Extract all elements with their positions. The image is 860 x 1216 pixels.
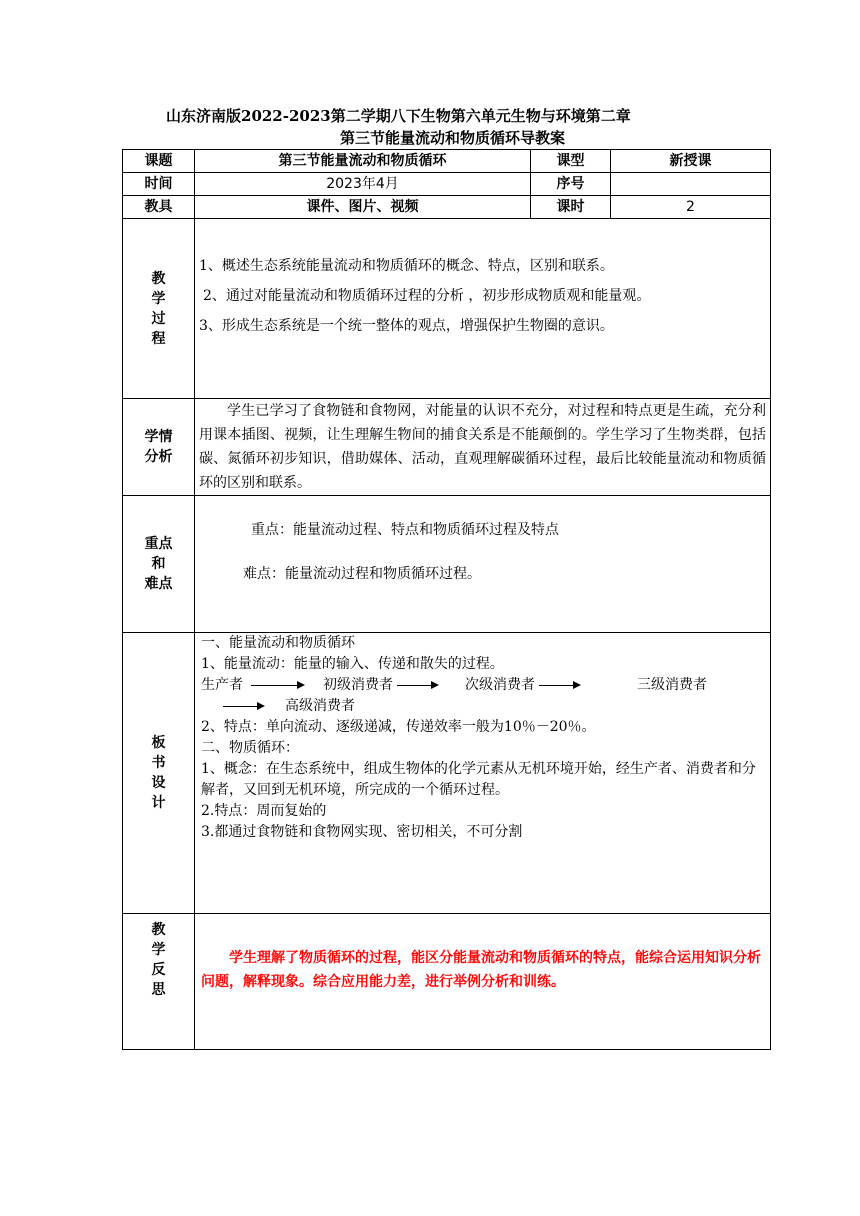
food-chain-flow-cont [201,696,764,717]
process-label-char: 学 [151,290,166,307]
row-topic [123,150,771,173]
time-label: 时间 [123,173,195,196]
arrow-right-icon [539,685,579,686]
order-value [611,173,771,196]
document-title-line2: 第三节能量流动和物质循环导教案 [340,129,566,147]
goal-item: 2、通过对能量流动和物质循环过程的分析 ，初步形成物质观和能量观。 [203,288,651,304]
matter-cycle-definition: 1、概念：在生态系统中，组成生物体的化学元素从无机环境开始，经生产者、消费者和分解者，又回到无机环境，所完成的一个循环过程。 [201,761,756,798]
topic-label: 课题 [123,150,195,173]
order-label: 序号 [531,173,611,196]
process-label-char: 教 [151,270,166,287]
key-point: 重点：能量流动过程、特点和物质循环过程及特点 [251,522,559,538]
row-board [123,633,771,914]
goal-item: 1、概述生态系统能量流动和物质循环的概念、特点，区别和联系。 [199,258,614,274]
arrow-right-icon [251,685,303,686]
row-time [123,173,771,196]
row-analysis [123,399,771,496]
analysis-paragraph: 学生已学习了食物链和食物网，对能量的认识不充分，对过程和特点更是生疏，充分利用课本插图、视频，让生理解生物间的捕食关系是不能颠倒的。学生学习了生物类群，包括碳、氮循环初步知识，借助媒体、活动，直观理解碳循环过程，最后比较能量流动和物质循环的区别和联系。 [199,403,766,491]
focus-label [123,496,195,633]
board-content [195,633,771,914]
analysis-text [195,399,771,496]
document-title-line1: 山东济南版2022-2023第二学期八下生物第六单元生物与环境第二章 [166,107,631,125]
analysis-label-line: 学情 [144,429,173,445]
tools-value: 课件、图片、视频 [195,196,531,219]
analysis-label-line: 分析 [144,449,173,465]
reflection-content [195,914,771,1050]
energy-flow-feature: 2、特点：单向流动、逐级递减，传递效率一般为10％－20％。 [201,719,596,735]
tools-label: 教具 [123,196,195,219]
board-label [123,633,195,914]
row-reflection [123,914,771,1050]
topic-value: 第三节能量流动和物质循环 [195,150,531,173]
chain-tertiary-consumer: 三级消费者 [637,677,707,693]
focus-content [195,496,771,633]
focus-label-line: 和 [151,556,166,572]
arrow-right-icon [397,685,437,686]
type-label: 课型 [531,150,611,173]
food-chain-flow [201,675,764,696]
chain-secondary-consumer: 次级消费者 [465,677,535,693]
reflection-label-char: 教 [151,922,166,938]
analysis-label [123,399,195,496]
matter-cycle-feature: 2.特点：周而复始的 [201,803,327,819]
board-label-char: 板 [151,735,166,751]
row-tools [123,196,771,219]
process-label-char: 过 [151,310,166,327]
board-label-char: 计 [151,795,166,811]
reflection-paragraph: 学生理解了物质循环的过程，能区分能量流动和物质循环的特点，能综合运用知识分析问题，解释现象。综合应用能力差，进行举例分析和训练。 [201,950,761,990]
lesson-plan-table [122,149,771,1050]
type-value: 新授课 [611,150,771,173]
process-goals [195,219,771,399]
chain-primary-consumer: 初级消费者 [323,677,393,693]
hours-value: 2 [611,196,771,219]
chain-producer: 生产者 [201,677,243,693]
reflection-label-char: 反 [151,962,166,978]
focus-label-line: 难点 [144,576,173,592]
row-focus [123,496,771,633]
energy-matter-relation: 3.都通过食物链和食物网实现、密切相关，不可分割 [201,824,523,840]
board-heading-energy-matter: 一、能量流动和物质循环 [201,635,355,651]
process-label [123,219,195,399]
process-label-char: 程 [151,330,166,347]
reflection-label-char: 学 [151,942,166,958]
time-value: 2023年4月 [195,173,531,196]
arrow-right-icon [223,706,263,707]
chain-top-consumer: 高级消费者 [285,698,355,714]
board-heading-matter-cycle: 二、物质循环： [201,740,299,756]
focus-label-line: 重点 [144,536,173,552]
hours-label: 课时 [531,196,611,219]
goal-item: 3、形成生态系统是一个统一整体的观点，增强保护生物圈的意识。 [199,318,614,334]
board-label-char: 设 [151,775,166,791]
reflection-label [123,914,195,1050]
energy-flow-definition: 1、能量流动：能量的输入、传递和散失的过程。 [201,656,504,672]
board-label-char: 书 [151,755,166,771]
difficult-point: 难点：能量流动过程和物质循环过程。 [243,566,481,582]
row-process [123,219,771,399]
reflection-label-char: 思 [151,982,166,998]
